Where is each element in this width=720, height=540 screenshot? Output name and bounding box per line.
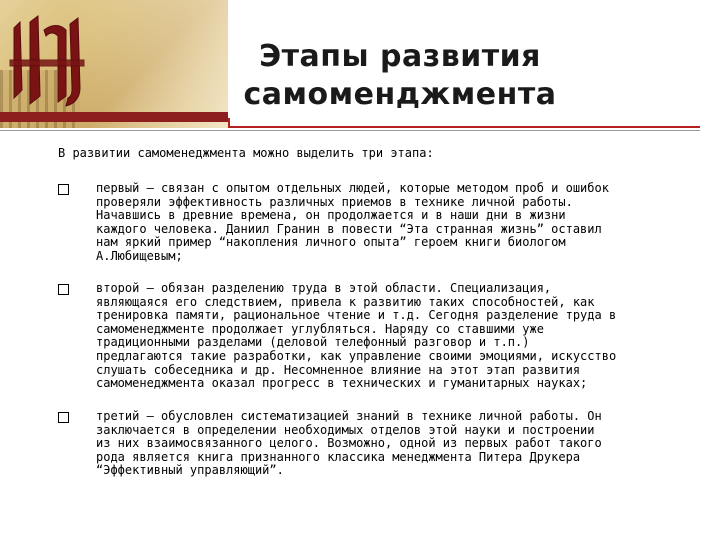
square-bullet-icon (58, 284, 69, 295)
logo-red-bar (0, 112, 228, 122)
page-title (230, 38, 570, 114)
list-item-text: третий – обусловлен систематизацией знаний в технике личной работы. Он заключается в определении необходимых отделов этой науки и построении из них взаимосвязанного целого. Возможно, одной из первых работ такого рода является книга признанного классика менеджмента Питера Друкера “Эффективный управляющий”. (96, 409, 602, 478)
square-bullet-icon (58, 184, 69, 195)
logo-banner (0, 0, 228, 128)
title-line-1: Этапы развития (259, 39, 541, 74)
university-monogram-logo (0, 0, 228, 128)
list-item-text: первый – связан с опытом отдельных людей, которые методом проб и ошибок проверяли эффективность различных приемов в технике личной работы. Начавшись в древние времена, он продолжается и в наши дни в жизни каждого человека. Даниил Гранин в повести “Эта странная жизнь” оставил нам яркий пример “накопления личного опыта” героем книги биологом А.Любищевым; (96, 181, 609, 263)
title-divider-grey (0, 130, 700, 131)
title-divider-red (228, 126, 700, 128)
intro-text: В развитии самоменеджмента можно выделить три этапа: (58, 146, 434, 160)
list-item-text: второй – обязан разделению труда в этой области. Специализация, являющаяся его следствием, привела к развитию таких способностей, как тренировка памяти, рациональное чтение и т.д. Сегодня разделение труда в самоменеджменте продолжает углубляться. Наряду со ставшими уже традиционными разделами (деловой телефонный разговор и т.п.) предлагаются такие разработки, как управление своими эмоциями, искусство слушать собеседника и др. Несомненное влияние на этот этап развития самоменеджмента оказал прогресс в технических и гуманитарных науках; (96, 281, 617, 391)
title-line-2: самоменджмента (243, 77, 557, 112)
square-bullet-icon (58, 412, 69, 423)
